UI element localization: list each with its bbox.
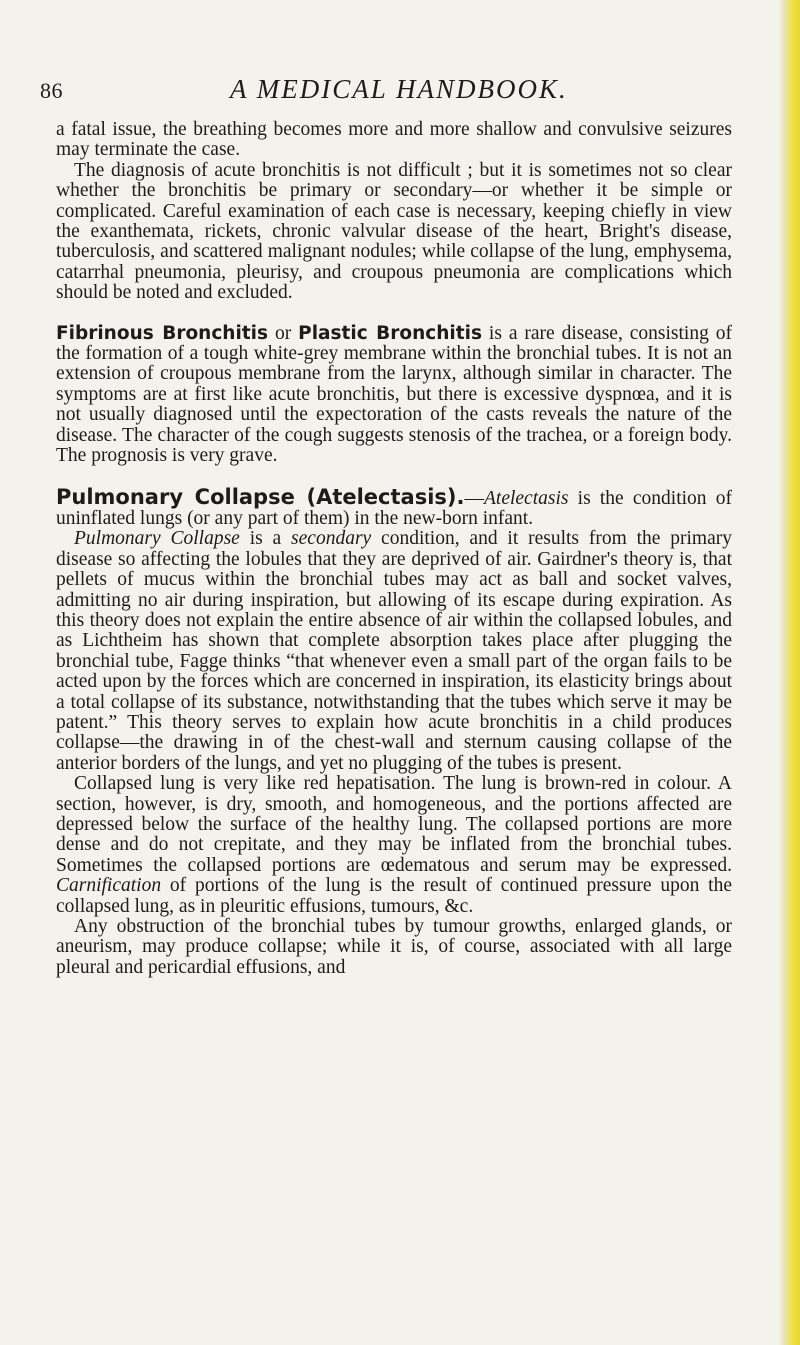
term-carnification: Carnification	[56, 875, 162, 897]
pulmonary-text: is the condition of uninflated lungs (or any part of them) in the new-born infant.	[56, 487, 733, 529]
paragraph-continuation: a fatal issue, the breathing becomes more and more shallow and convulsive seizures may terminate the case.	[56, 119, 732, 161]
term-pulmonary-collapse: Pulmonary Collapse	[74, 528, 240, 550]
paragraph-obstruction: Any obstruction of the bronchial tubes by tumour growths, enlarged glands, or aneurism, may produce collapse; while it is, of course, associated with all large pleural and pericardial effusions, and	[56, 916, 732, 978]
page-body	[56, 120, 732, 978]
heading-dash: —	[464, 487, 484, 509]
heading-plastic-bronchitis: Plastic Bronchitis	[298, 322, 482, 344]
collapse-is: is a	[239, 528, 292, 550]
term-atelectasis: Atelectasis	[483, 487, 569, 509]
page-number: 86	[40, 78, 63, 103]
paragraph-collapsed-lung	[56, 774, 732, 917]
collapsed-text-a: Collapsed lung is very like red hepatisation. The lung is brown-red in colour. A section, however, is dry, smooth, and homogeneous, and the portions affected are depressed below the surface of the healthy lung. The collapsed portions are more dense and do not crepitate, and they may be inflated from the bronchial tubes. Sometimes the collapsed portions are œdematous and serum may be expressed.	[56, 773, 732, 876]
collapse-text: condition, and it results from the primary disease so affecting the lobules that they are deprived of air. Gairdner's theory is, that pellets of mucus within the bronchial tubes may act as ball and socket valves, admitting no air during inspiration, but allowing of its escape during expiration. As this theory does not explain the entire absence of air within the collapsed lobules, and as Lichtheim has shown that complete absorption takes place after plugging the bronchial tube, Fagge thinks “that whenever even a small part of the organ fails to be acted upon by the forces which are concerned in inspiration, its elasticity brings about a total collapse of its substance, notwithstanding that the tubes which serve it may be patent.” This theory serves to explain how acute bronchitis in a child produces collapse—the drawing in of the chest-wall and sternum causing collapse of the anterior borders of the lungs, and yet no plugging of the tubes is present.	[56, 528, 732, 774]
paragraph-fibrinous-bronchitis	[56, 324, 732, 467]
paragraph-pulmonary-collapse	[56, 484, 733, 530]
heading-fibrinous-bronchitis: Fibrinous Bronchitis	[56, 322, 269, 344]
collapsed-text-b: of portions of the lung is the result of continued pressure upon the collapsed lung, as in pleuritic effusions, tumours, &c.	[56, 875, 732, 917]
page-header	[40, 72, 740, 112]
term-secondary: secondary	[291, 528, 372, 550]
paragraph-diagnosis: The diagnosis of acute bronchitis is not difficult ; but it is sometimes not so clear whether the bronchitis be primary or secondary—or whether it be simple or complicated. Careful examination of each case is necessary, keeping chiefly in view the exanthemata, rickets, chronic valvular disease of the heart, Bright's disease, tuberculosis, and scattered malignant nodules; while collapse of the lung, emphysema, catarrhal pneumonia, pleurisy, and croupous pneumonia are complications which should be noted and excluded.	[56, 159, 732, 304]
heading-pulmonary-collapse: Pulmonary Collapse (Atelectasis).	[56, 484, 465, 509]
running-head: A MEDICAL HANDBOOK.	[230, 74, 568, 104]
heading-connector: or	[268, 322, 299, 344]
paragraph-collapse-theory	[56, 529, 732, 774]
fibrinous-text: is a rare disease, consisting of the formation of a tough white-grey membrane within the bronchial tubes. It is not an extension of croupous membrane from the larynx, although similar in character. The symptoms are at first like acute bronchitis, but there is excessive dyspnœa, and it is not usually diagnosed until the expectoration of the casts reveals the nature of the disease. The character of the cough suggests stenosis of the trachea, or a foreign body. The prognosis is very grave.	[56, 322, 733, 467]
page-edge	[778, 0, 800, 1345]
